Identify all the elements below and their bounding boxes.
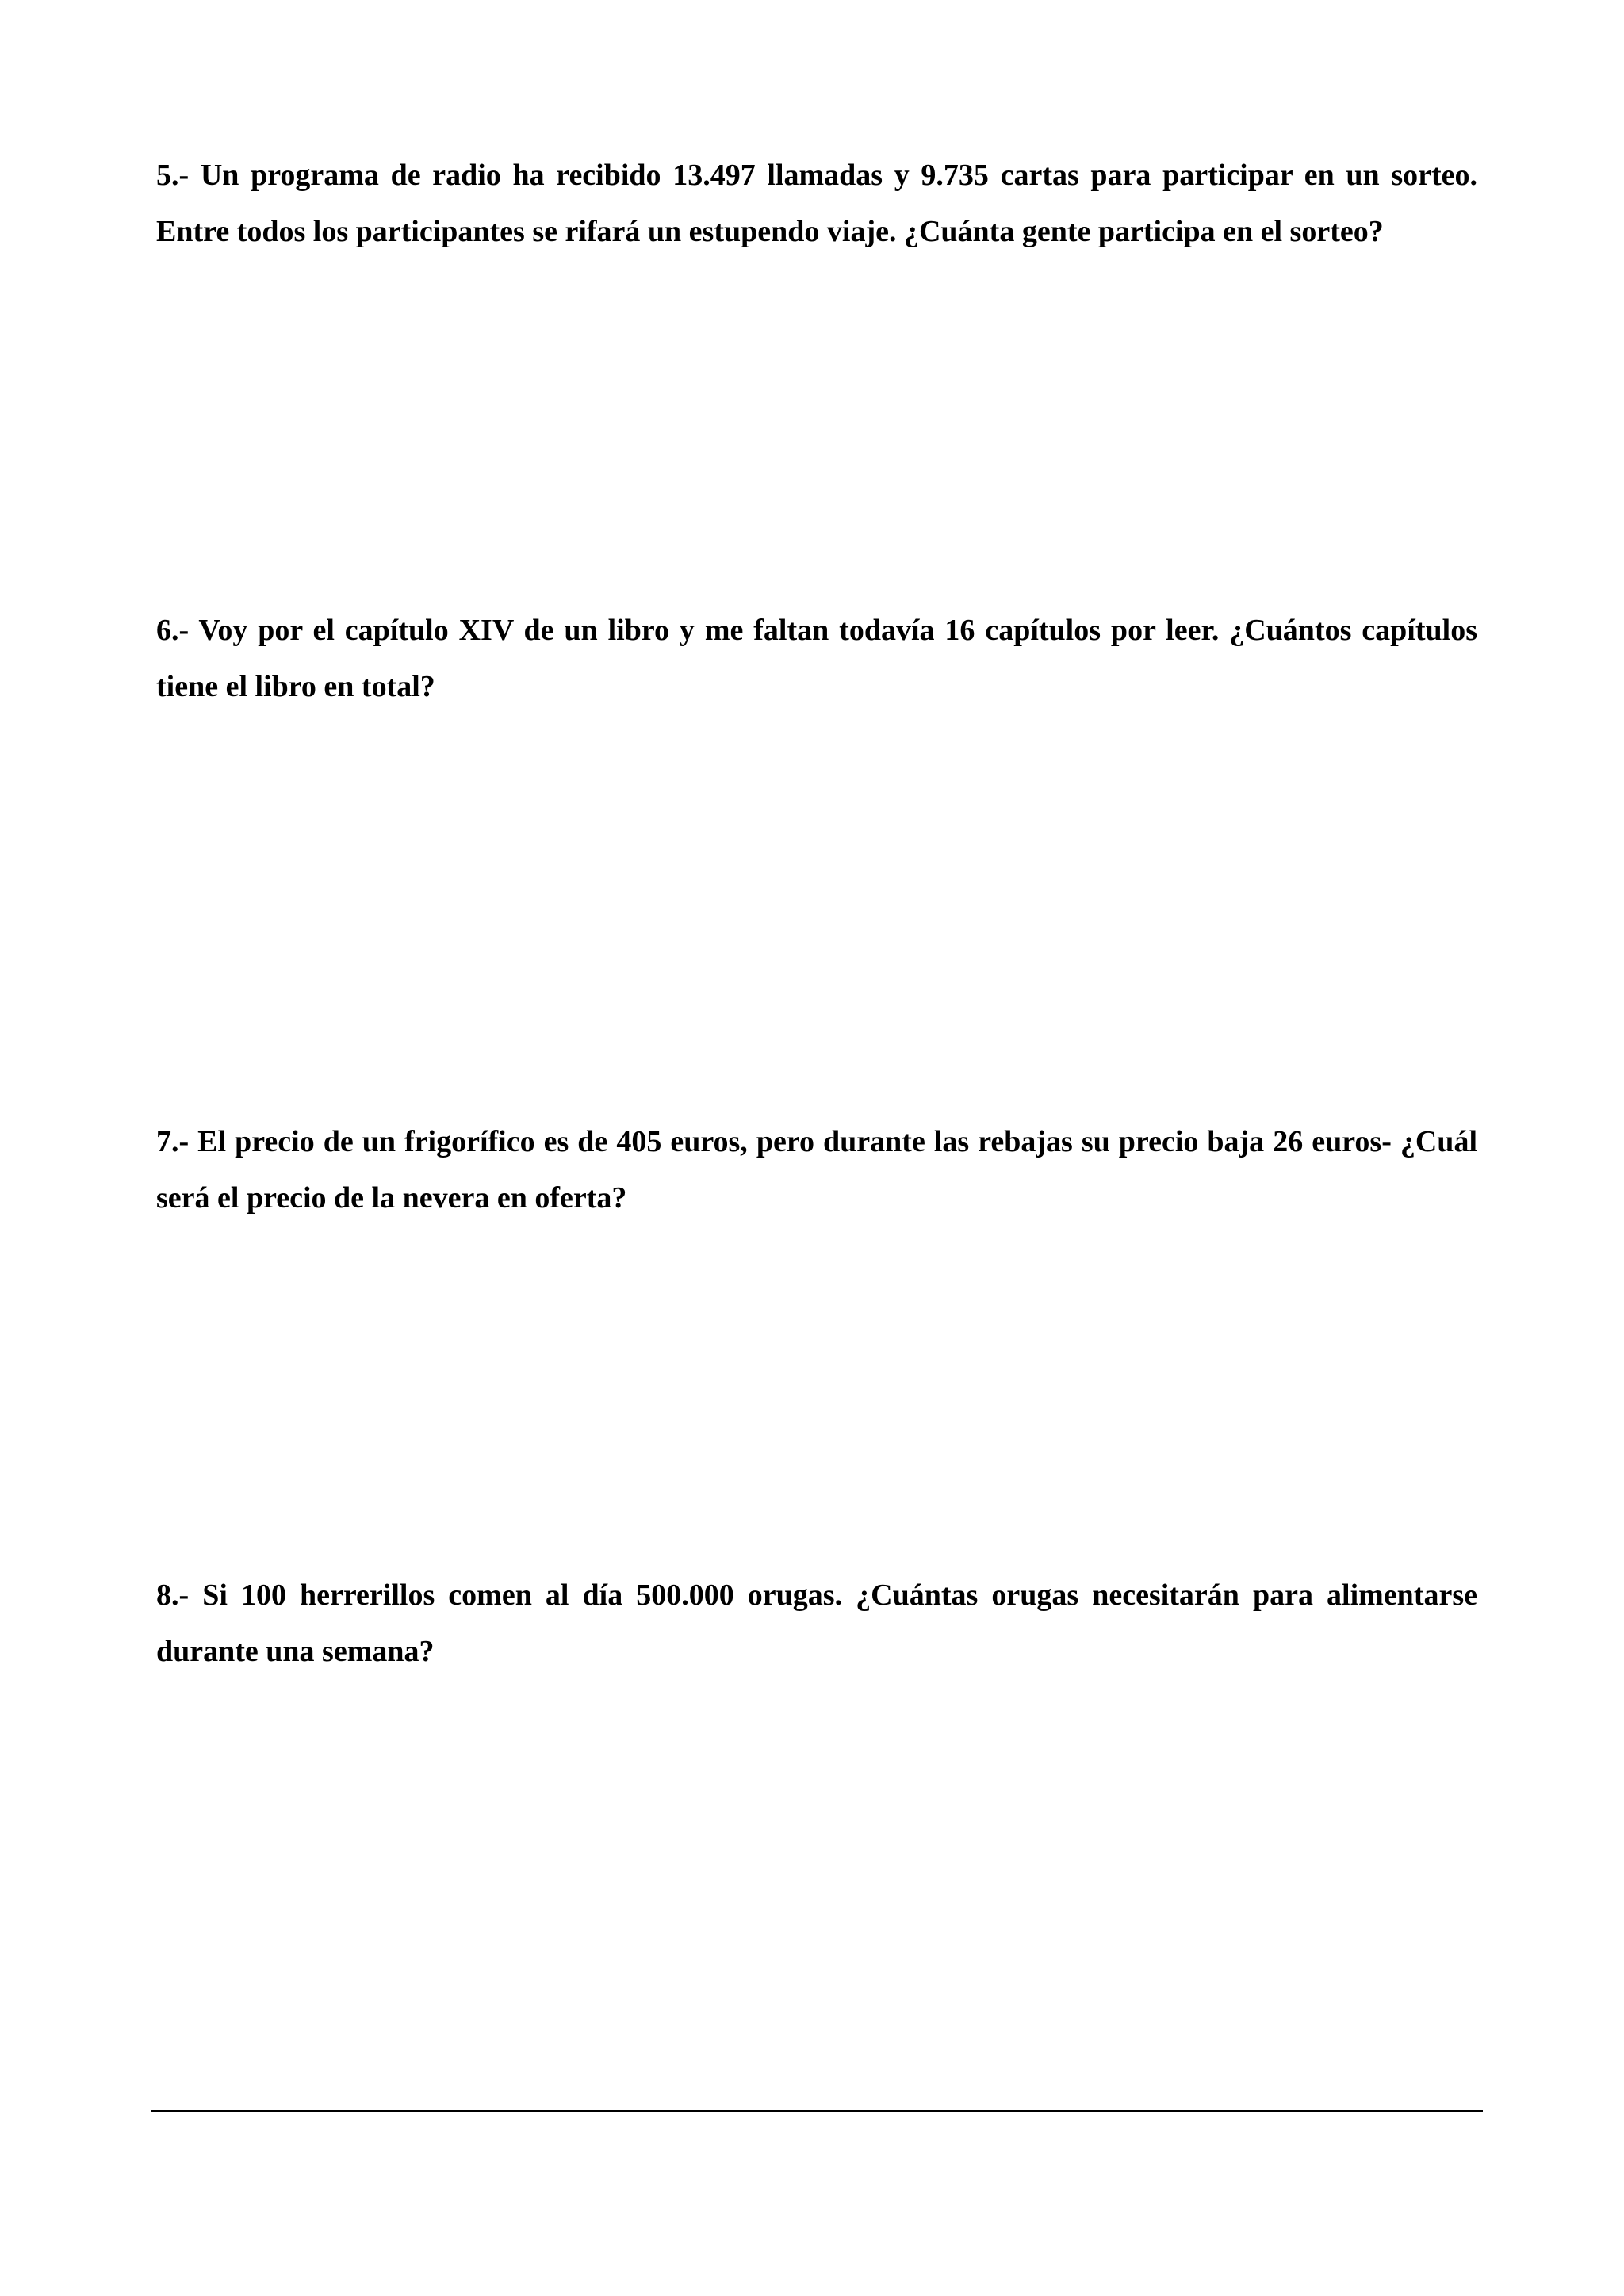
footer-divider — [151, 2110, 1483, 2112]
problem-6: 6.- Voy por el capítulo XIV de un libro y me faltan todavía 16 capítulos por leer. ¿Cuántos capítulos tiene el libro en total? — [156, 614, 1477, 703]
problem-8: 8.- Si 100 herrerillos comen al día 500.000 orugas. ¿Cuántas orugas necesitarán para alimentarse durante una semana? — [156, 1578, 1477, 1668]
problem-5: 5.- Un programa de radio ha recibido 13.497 llamadas y 9.735 cartas para participar en un sorteo. Entre todos los participantes se rifará un estupendo viaje. ¿Cuánta gente participa en el sorteo? — [156, 159, 1477, 248]
problem-7: 7.- El precio de un frigorífico es de 405 euros, pero durante las rebajas su precio baja 26 euros- ¿Cuál será el precio de la nevera en oferta? — [156, 1125, 1477, 1215]
